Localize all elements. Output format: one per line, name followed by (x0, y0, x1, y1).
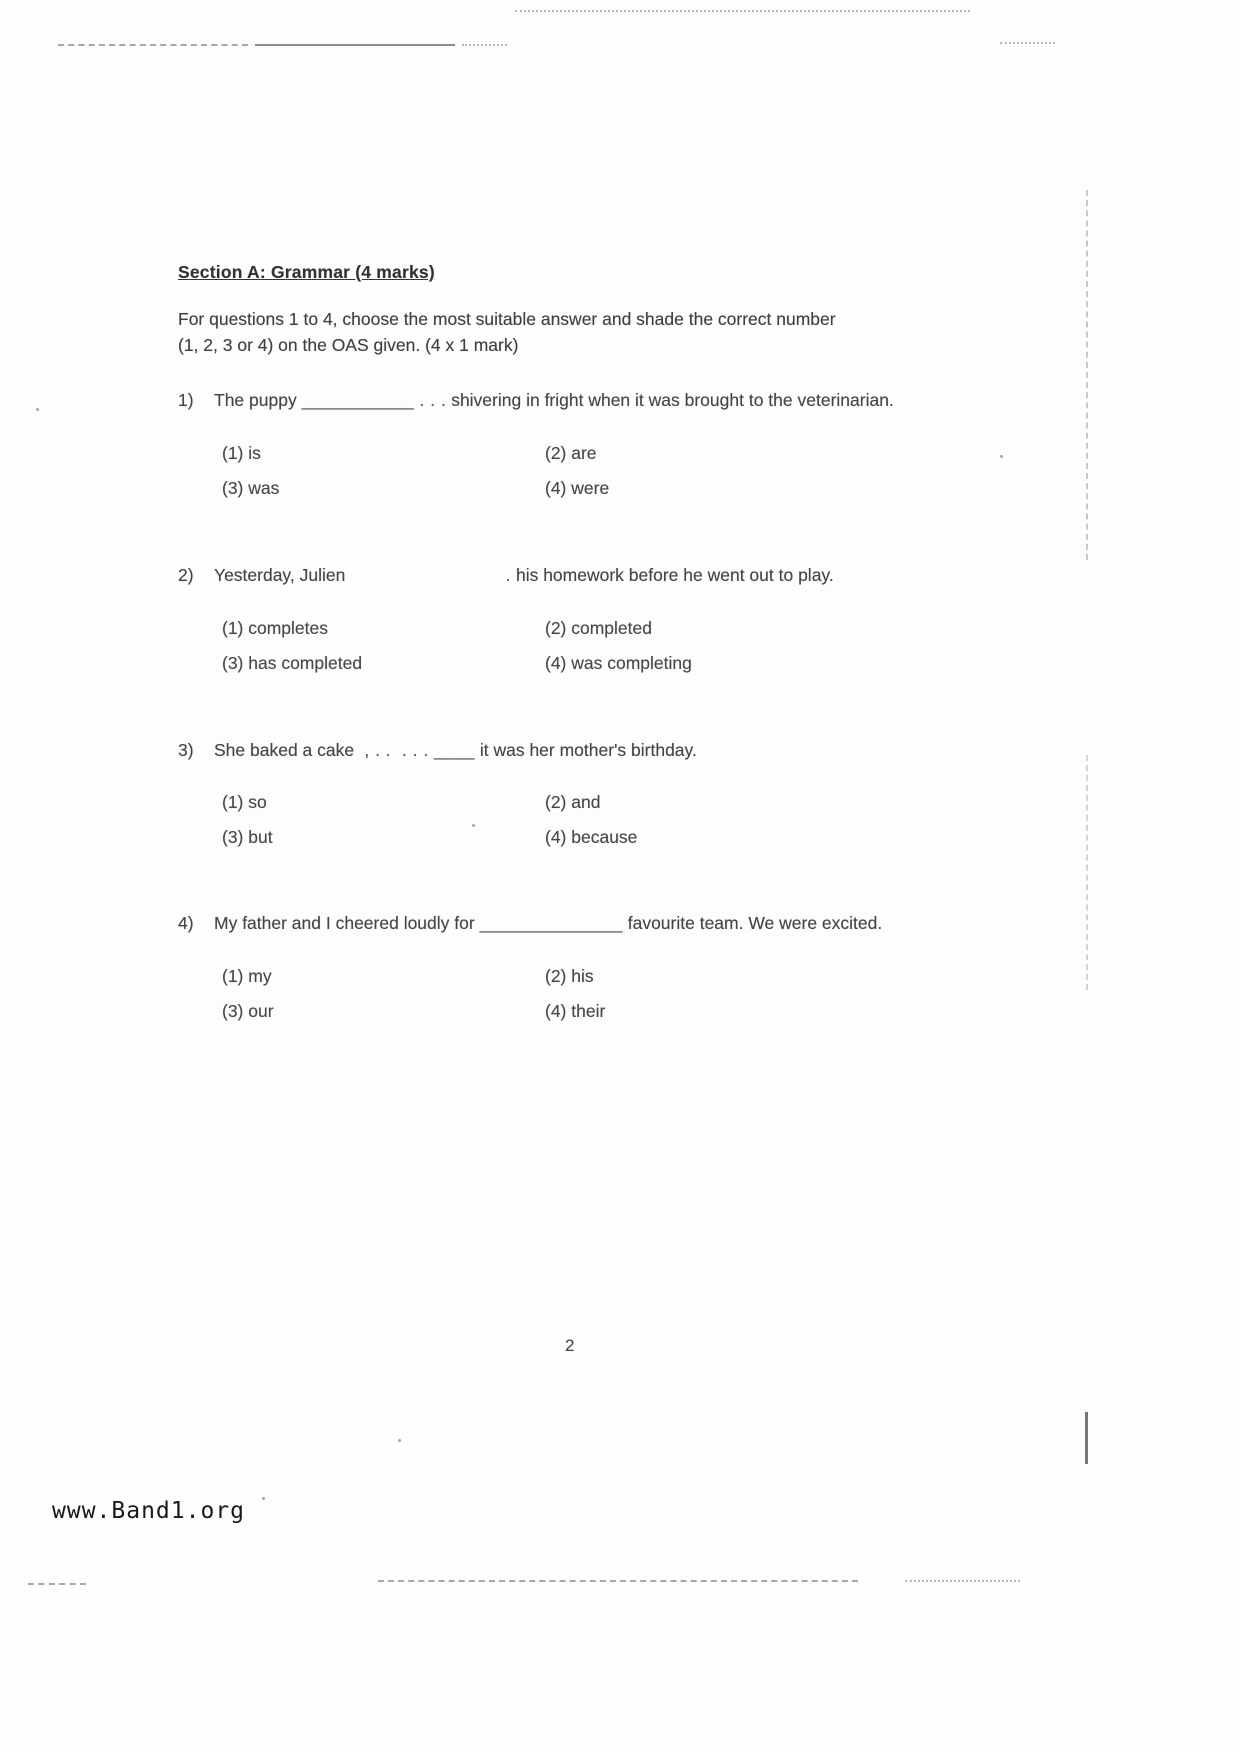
option-2-4: (4) was completing (545, 653, 692, 673)
question-3-text (214, 740, 1038, 761)
question-4-options (222, 966, 605, 1022)
option-2-1: (1) completes (222, 618, 329, 638)
question-3-options (222, 792, 637, 848)
question-1-pre: The puppy (214, 390, 297, 410)
section-title: Section A: Grammar (4 marks) (178, 262, 435, 282)
option-1-4: (4) were (545, 478, 610, 498)
question-2-text (214, 565, 1038, 586)
question-3-post: it was her mother's birthday. (479, 740, 697, 760)
question-2 (178, 565, 1038, 586)
scan-artifact-topleft-1 (58, 44, 248, 46)
option-4-2: (2) his (545, 966, 594, 986)
question-4-text (214, 913, 1038, 934)
option-3-3: (3) but (222, 827, 273, 847)
instructions (178, 306, 1008, 358)
question-4-pre: My father and I cheered loudly for (214, 913, 475, 933)
option-3-4: (4) because (545, 827, 638, 847)
question-4-number: 4) (178, 913, 194, 933)
question-2-number: 2) (178, 565, 194, 585)
scan-artifact-bottom-2 (905, 1580, 1020, 1582)
option-2-2: (2) completed (545, 618, 652, 638)
option-3-1: (1) so (222, 792, 267, 812)
question-2-post: his homework before he went out to play. (515, 565, 834, 585)
question-4-post: favourite team. We were excited. (627, 913, 883, 933)
option-1-3: (3) was (222, 478, 280, 498)
scan-artifact-topright (1000, 42, 1055, 44)
scan-speck-4 (398, 1439, 401, 1442)
question-1-blank: ___________ . . . (301, 390, 447, 410)
question-2-blank: . (350, 565, 512, 585)
question-4 (178, 913, 1038, 934)
scan-artifact-topleft-2 (255, 44, 455, 46)
question-3-pre: She baked a cake (214, 740, 355, 760)
option-2-3: (3) has completed (222, 653, 363, 673)
question-3-blank: , . . . . . ____ (358, 740, 475, 760)
scan-artifact-right-2 (1086, 755, 1088, 990)
scan-artifact-bottom-1 (378, 1580, 858, 1582)
question-3-number: 3) (178, 740, 194, 760)
question-4-blank: ______________ (479, 913, 623, 933)
scan-artifact-bottomleft (28, 1583, 86, 1585)
question-2-options (222, 618, 692, 674)
question-1-post: shivering in fright when it was brought to the veterinarian. (451, 390, 894, 410)
scan-speck-5 (262, 1497, 265, 1500)
instructions-line2: (1, 2, 3 or 4) on the OAS given. (4 x 1 mark) (178, 335, 519, 355)
question-1 (178, 390, 1038, 411)
option-1-1: (1) is (222, 443, 261, 463)
question-1-number: 1) (178, 390, 194, 410)
question-1-text (214, 390, 1038, 411)
question-1-options (222, 443, 609, 499)
question-3 (178, 740, 1038, 761)
option-4-3: (3) our (222, 1001, 274, 1021)
question-2-pre: Yesterday, Julien (214, 565, 346, 585)
option-4-4: (4) their (545, 1001, 606, 1021)
instructions-line1: For questions 1 to 4, choose the most suitable answer and shade the correct number (178, 309, 836, 329)
page-number: 2 (565, 1336, 575, 1355)
watermark: www.Band1.org (52, 1498, 246, 1524)
option-4-1: (1) my (222, 966, 272, 986)
option-1-2: (2) are (545, 443, 597, 463)
scan-speck-1 (1000, 455, 1003, 458)
scan-speck-2 (36, 408, 39, 411)
scan-artifact-top (515, 10, 970, 12)
scan-artifact-right-bracket (1085, 1412, 1088, 1464)
option-3-2: (2) and (545, 792, 601, 812)
scan-artifact-right-1 (1086, 190, 1088, 560)
scan-artifact-topleft-3 (462, 44, 507, 46)
